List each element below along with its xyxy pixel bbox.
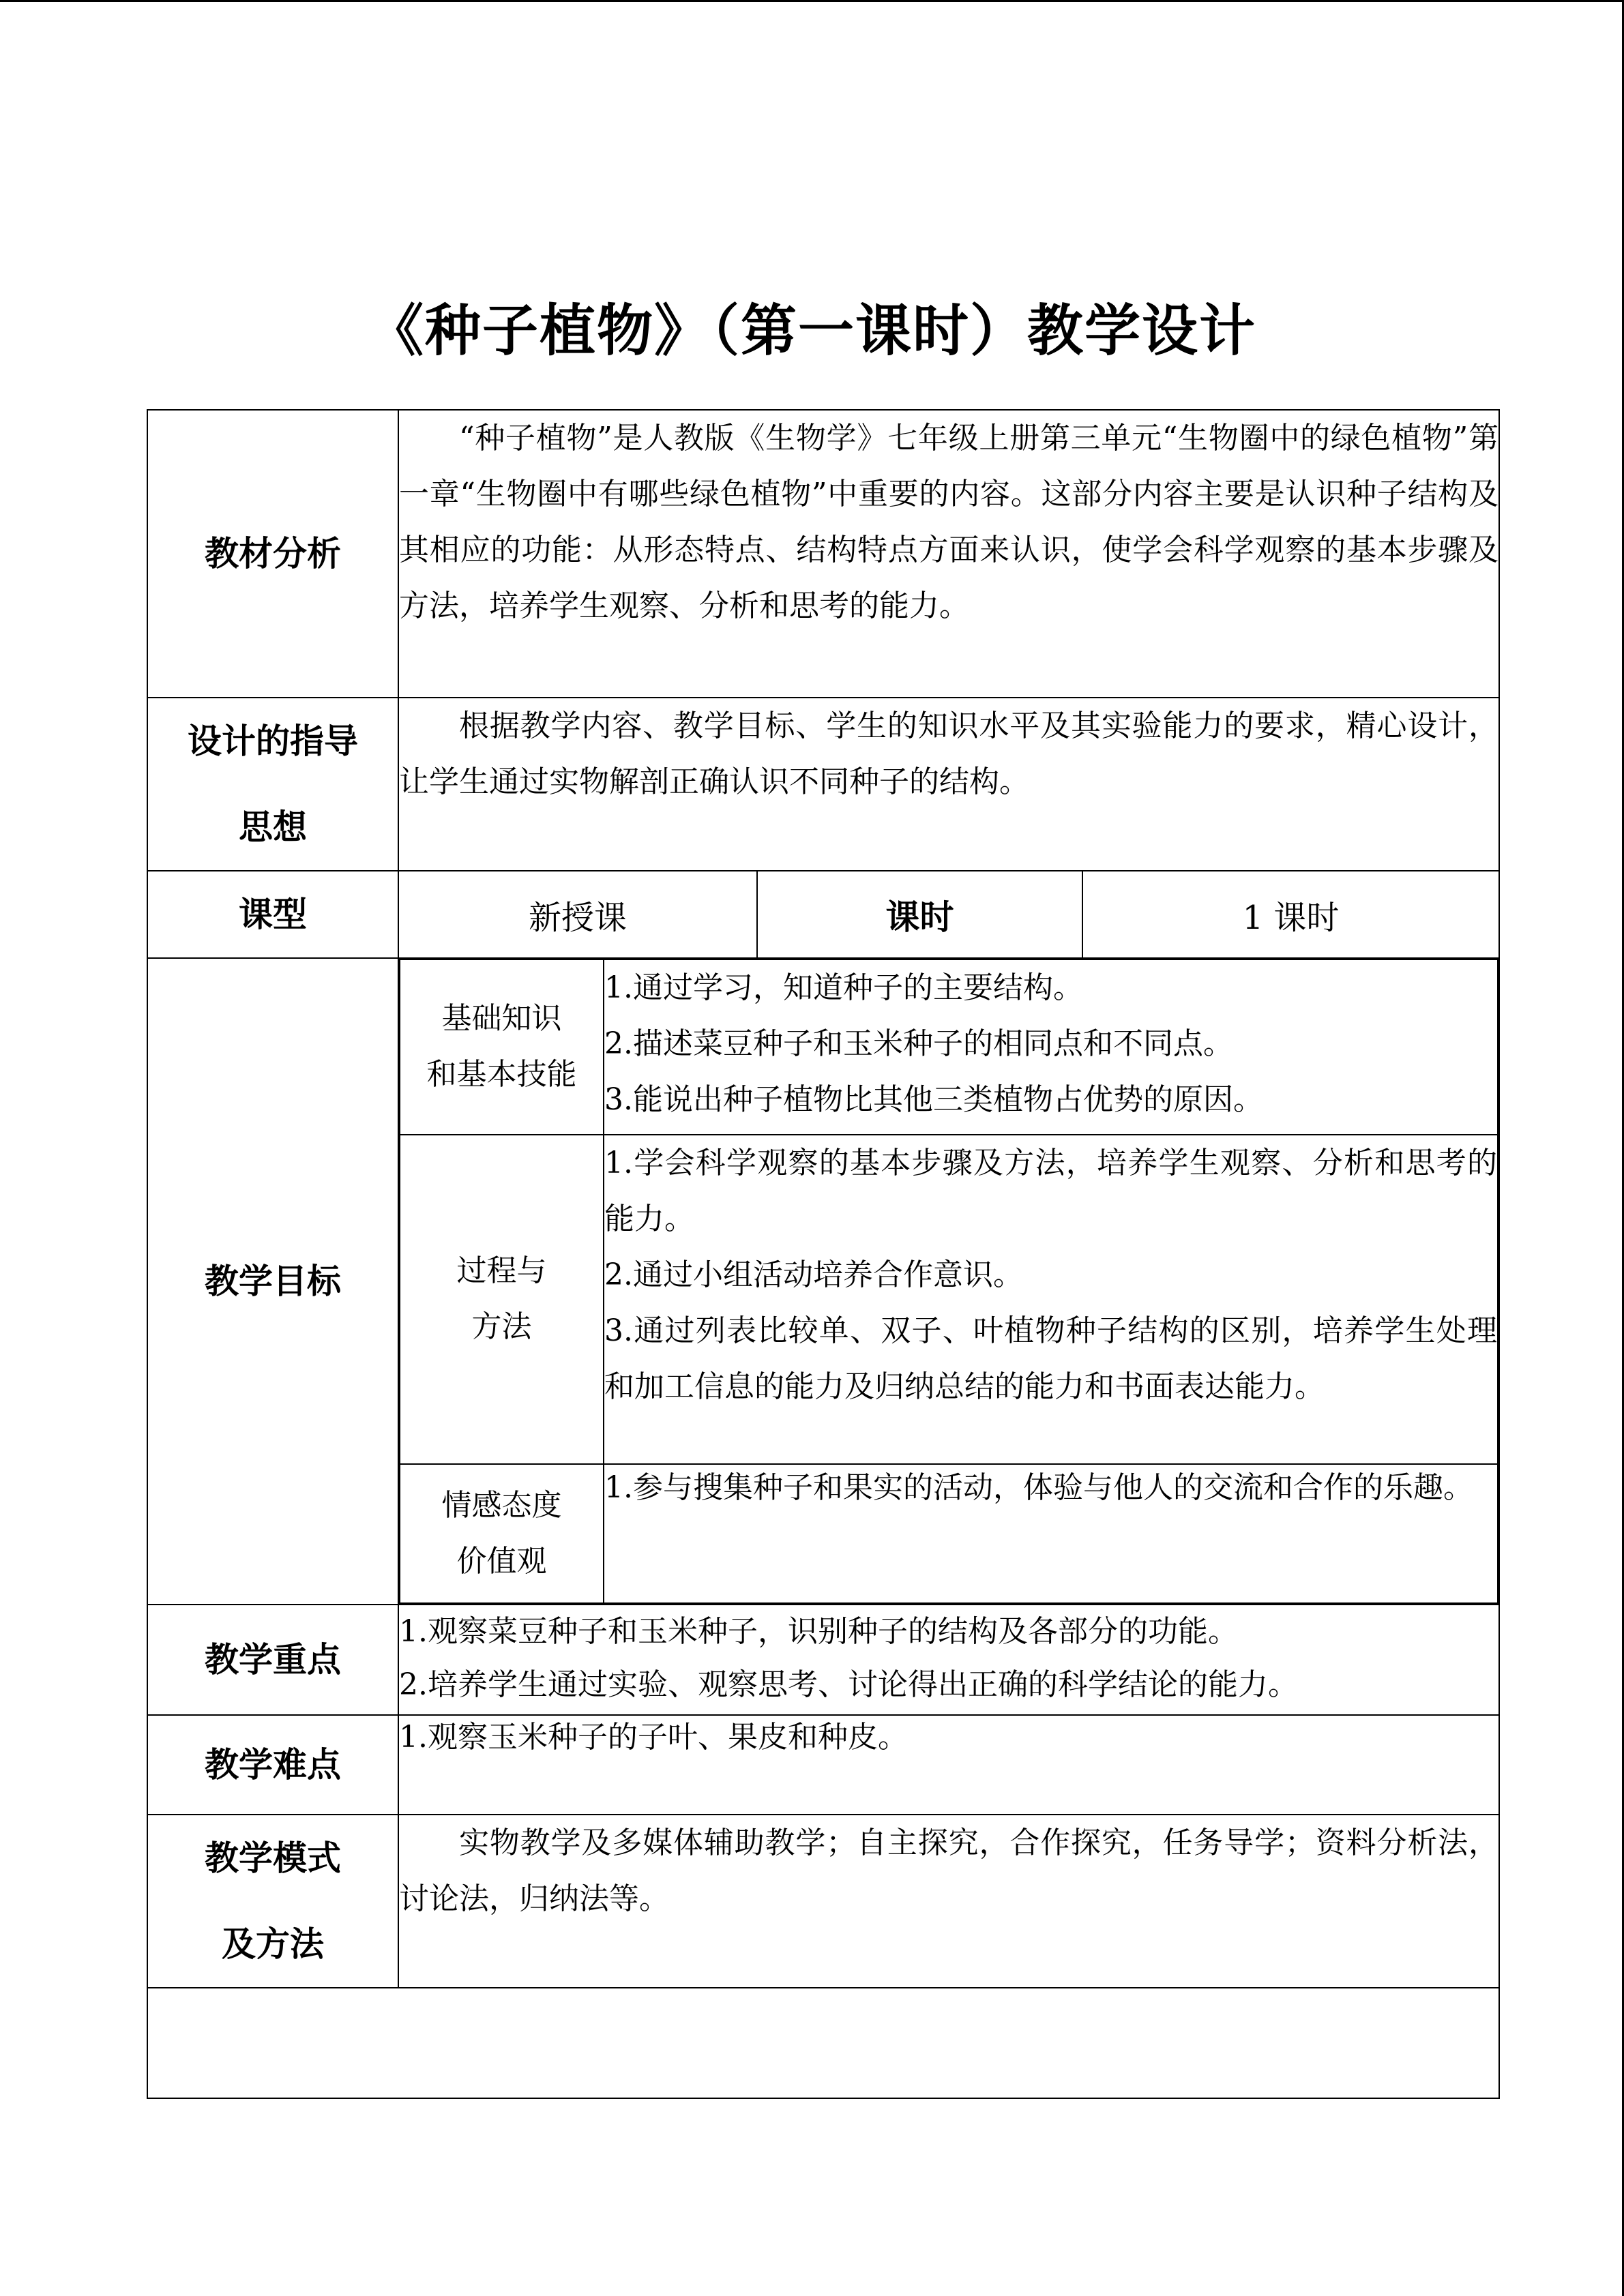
objective-process-label (400, 1135, 604, 1464)
objective-process-label-line2: 方法 (471, 1309, 532, 1345)
list-item: 1.通过学习，知道种子的主要结构。 (604, 970, 1083, 1005)
objective-process-label-line1: 过程与 (456, 1253, 547, 1289)
row-textbook-analysis (147, 410, 1499, 698)
objective-basic-list (604, 959, 1498, 1135)
list-item: 1.观察菜豆种子和玉米种子，识别种子的结构及各部分的功能。 (399, 1614, 1238, 1649)
list-item: 2.培养学生通过实验、观察思考、讨论得出正确的科学结论的能力。 (399, 1667, 1298, 1702)
objectives-subtable (399, 959, 1498, 1604)
difficulties-label: 教学难点 (147, 1715, 398, 1815)
row-teaching-mode (147, 1815, 1499, 1988)
list-item: 3.能说出种子植物比其他三类植物占优势的原因。 (604, 1082, 1263, 1117)
row-objectives (147, 958, 1499, 1605)
guiding-idea-label-line1: 设计的指导 (188, 721, 358, 761)
row-empty (147, 1988, 1499, 2098)
objective-emotion-label (400, 1464, 604, 1603)
guiding-idea-label-line2: 思想 (239, 807, 307, 847)
row-lesson-type (147, 871, 1499, 958)
teaching-mode-label-line2: 及方法 (222, 1924, 324, 1964)
list-item: 3.通过列表比较单、双子、叶植物种子结构的区别，培养学生处理和加工信息的能力及归纳总结的能力和书面表达能力。 (604, 1313, 1498, 1404)
row-key-points (147, 1605, 1499, 1715)
objective-emotion-row (400, 1464, 1498, 1603)
lesson-type-label: 课型 (147, 871, 398, 958)
difficulties-list (398, 1715, 1499, 1815)
guiding-idea-text: 根据教学内容、教学目标、学生的知识水平及其实验能力的要求，精心设计，让学生通过实物解剖正确认识不同种子的结构。 (398, 698, 1499, 871)
objective-basic-label-line2: 和基本技能 (426, 1057, 577, 1092)
top-border-line (0, 0, 1624, 2)
lesson-plan-table (147, 409, 1500, 2099)
list-item: 2.描述菜豆种子和玉米种子的相同点和不同点。 (604, 1026, 1233, 1061)
teaching-mode-text: 实物教学及多媒体辅助教学；自主探究，合作探究，任务导学；资料分析法，讨论法，归纳法等。 (398, 1815, 1499, 1988)
list-item: 1.学会科学观察的基本步骤及方法，培养学生观察、分析和思考的能力。 (604, 1145, 1498, 1236)
teaching-mode-label (147, 1815, 398, 1988)
row-difficulties (147, 1715, 1499, 1815)
page-title: 《种子植物》（第一课时）教学设计 (367, 299, 1256, 363)
objective-process-list (604, 1135, 1498, 1464)
objective-emotion-label-line1: 情感态度 (441, 1487, 562, 1523)
textbook-analysis-label: 教材分析 (147, 410, 398, 698)
objective-emotion-list (604, 1464, 1498, 1603)
objectives-label: 教学目标 (147, 958, 398, 1605)
list-item: 1.参与搜集种子和果实的活动，体验与他人的交流和合作的乐趣。 (604, 1470, 1473, 1505)
list-item: 2.通过小组活动培养合作意识。 (604, 1257, 1023, 1292)
teaching-mode-label-line1: 教学模式 (205, 1838, 341, 1878)
row-guiding-idea (147, 698, 1499, 871)
empty-cell (147, 1988, 1499, 2098)
objective-basic-label (400, 959, 604, 1135)
guiding-idea-label (147, 698, 398, 871)
objective-basic-label-line1: 基础知识 (441, 1001, 562, 1037)
lesson-hours-value: 1 课时 (1082, 871, 1499, 958)
lesson-type-value: 新授课 (398, 871, 757, 958)
lesson-hours-label: 课时 (757, 871, 1082, 958)
objective-process-row (400, 1135, 1498, 1464)
key-points-list (398, 1605, 1499, 1715)
textbook-analysis-text: “种子植物”是人教版《生物学》七年级上册第三单元“生物圈中的绿色植物”第一章“生物圈中有哪些绿色植物”中重要的内容。这部分内容主要是认识种子结构及其相应的功能：从形态特点、结构特点方面来认识，使学会科学观察的基本步骤及方法，培养学生观察、分析和思考的能力。 (398, 410, 1499, 698)
key-points-label: 教学重点 (147, 1605, 398, 1715)
list-item: 1.观察玉米种子的子叶、果皮和种皮。 (399, 1720, 908, 1755)
objective-basic-row (400, 959, 1498, 1135)
objective-emotion-label-line2: 价值观 (456, 1543, 547, 1579)
